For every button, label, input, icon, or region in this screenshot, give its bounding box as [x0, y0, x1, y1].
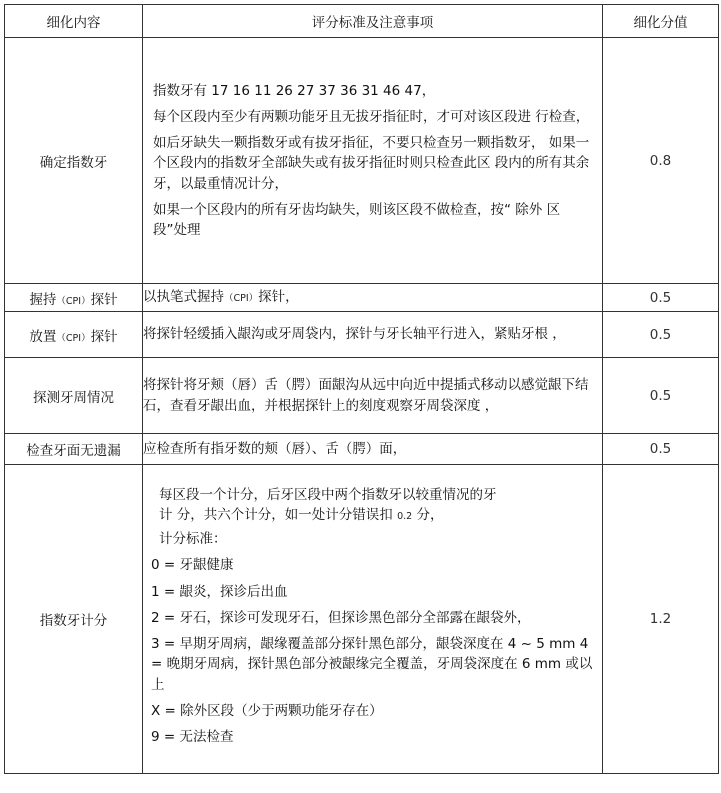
- criteria-line: 每区段一个计分，后牙区段中两个指数牙以较重情况的牙 计 分，共六个计分，如一处计分错误扣 0.2 分，: [159, 486, 497, 523]
- header-item: 细化内容: [5, 5, 143, 38]
- table-row: [5, 284, 719, 312]
- row-criteria: 以执笔式握持（CPI）探针，: [143, 284, 603, 312]
- row-score: 0.5: [603, 358, 719, 434]
- row-criteria: 将探针轻缓插入龈沟或牙周袋内，探针与牙长轴平行进入，紧贴牙根 ，: [143, 312, 603, 358]
- criteria-code-1: 1 = 龈炎，探诊后出血: [151, 583, 288, 600]
- criteria-line: 指数牙有 17 16 11 26 27 37 36 31 46 47，: [153, 82, 436, 99]
- row-criteria: [143, 465, 603, 774]
- criteria-line: 每个区段内至少有两颗功能牙且无拔牙指征时，才可对该区段进 行检查，: [153, 108, 590, 125]
- row-criteria: 应检查所有指牙数的颊（唇）、舌（腭）面，: [143, 434, 603, 465]
- table-row: [5, 358, 719, 434]
- criteria-code-x: X = 除外区段（少于两颗功能牙存在）: [151, 702, 383, 719]
- criteria-code-2: 2 = 牙石，探诊可发现牙石，但探诊黑色部分全部露在龈袋外，: [151, 609, 531, 626]
- row-item: 放置（CPI）探针: [5, 312, 143, 358]
- row-score: 1.2: [603, 465, 719, 774]
- row-item: 指数牙计分: [5, 465, 143, 774]
- row-item: 检查牙面无遗漏: [5, 434, 143, 465]
- row-score: 0.5: [603, 312, 719, 358]
- criteria-code-3-4: 3 = 早期牙周病，龈缘覆盖部分探针黑色部分，龈袋深度在 4 ~ 5 mm 4 = 晚期牙周病，探针黑色部分被龈缘完全覆盖，牙周袋深度在 6 mm 或以上: [151, 636, 593, 693]
- criteria-line: 如果一个区段内的所有牙齿均缺失，则该区段不做检查，按“ 除外 区段”处理: [153, 201, 561, 239]
- table-row: [5, 38, 719, 284]
- header-row: [5, 5, 719, 38]
- row-item: 握持（CPI）探针: [5, 284, 143, 312]
- row-score: 0.5: [603, 284, 719, 312]
- row-criteria: 将探针将牙颊（唇）舌（腭）面龈沟从远中向近中提插式移动以感觉龈下结石，查看牙龈出血，并根据探针上的刻度观察牙周袋深度 ，: [143, 358, 603, 434]
- criteria-title: 计分标准：: [159, 531, 227, 548]
- scoring-table: [4, 4, 719, 774]
- table-row: [5, 465, 719, 774]
- criteria-code-9: 9 = 无法检查: [151, 729, 234, 746]
- row-item: 探测牙周情况: [5, 358, 143, 434]
- table-row: [5, 312, 719, 358]
- row-score: 0.5: [603, 434, 719, 465]
- header-criteria: 评分标准及注意事项: [143, 5, 603, 38]
- table-row: [5, 434, 719, 465]
- row-score: 0.8: [603, 38, 719, 284]
- header-score: 细化分值: [603, 5, 719, 38]
- criteria-line: 如后牙缺失一颗指数牙或有拔牙指征，不要只检查另一颗指数牙， 如果一个区段内的指数牙全部缺失或有拔牙指征时则只检查此区 段内的所有其余牙，以最重情况计分，: [153, 135, 590, 192]
- row-item: 确定指数牙: [5, 38, 143, 284]
- row-criteria: [143, 38, 603, 284]
- criteria-code-0: 0 = 牙龈健康: [151, 557, 234, 574]
